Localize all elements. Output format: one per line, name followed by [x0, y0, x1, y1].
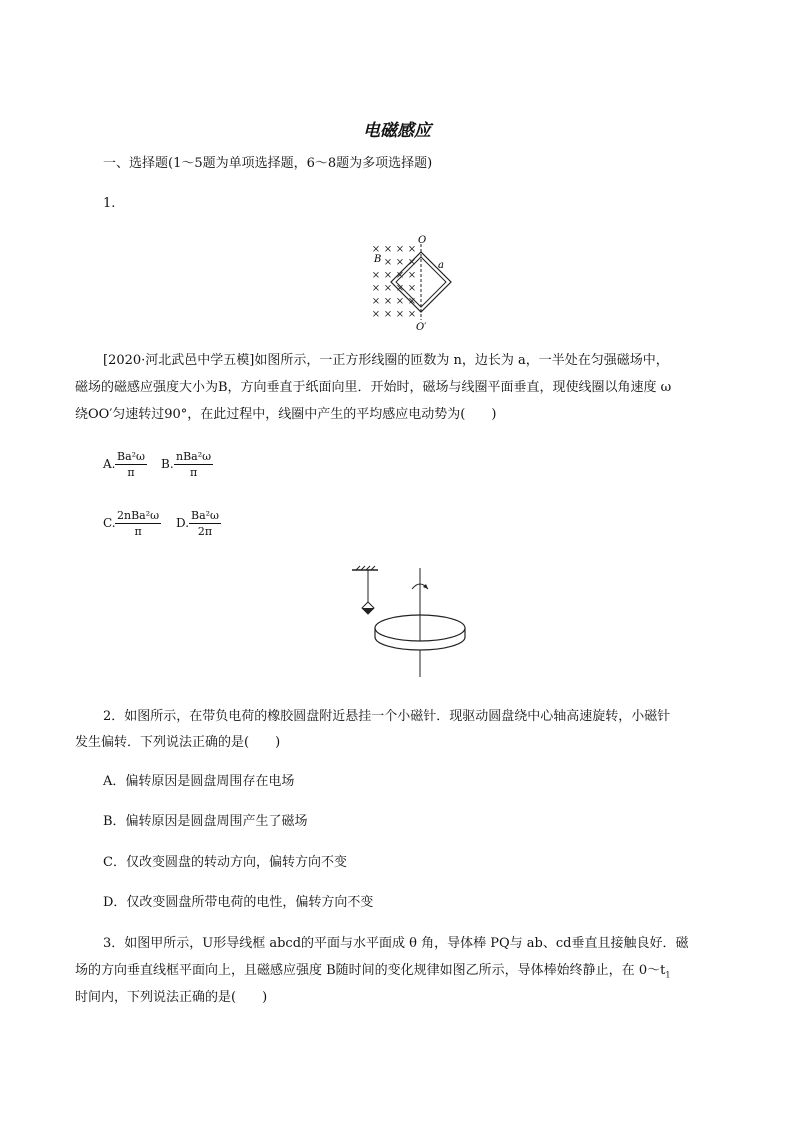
section-heading: 一、选择题(1～5题为单项选择题，6～8题为多项选择题): [103, 156, 433, 171]
q3-stem-line3: 时间内，下列说法正确的是( ): [75, 990, 268, 1005]
svg-text:×: ×: [371, 309, 381, 320]
svg-text:×: ×: [371, 296, 381, 307]
svg-text:×: ×: [407, 296, 417, 307]
svg-text:×: ×: [407, 244, 417, 255]
q1-option-b-num: nBa²ω: [176, 450, 212, 463]
svg-text:×: ×: [407, 309, 417, 320]
q2-option-d: D．仅改变圆盘所带电荷的电性，偏转方向不变: [103, 895, 374, 910]
q2-option-c: C．仅改变圆盘的转动方向，偏转方向不变: [103, 855, 347, 870]
q2-option-b: B．偏转原因是圆盘周围产生了磁场: [103, 814, 308, 829]
q1-number: 1.: [103, 196, 116, 211]
svg-text:×: ×: [383, 244, 393, 255]
svg-text:×: ×: [371, 244, 381, 255]
q2-stem-line2: 发生偏转．下列说法正确的是( ): [75, 735, 281, 750]
svg-text:×: ×: [407, 283, 417, 294]
q1-option-a-label: A.: [103, 457, 116, 471]
svg-text:×: ×: [383, 270, 393, 281]
q1-option-a-num: Ba²ω: [117, 450, 146, 463]
svg-text:×: ×: [371, 283, 381, 294]
q1-figure: [366, 232, 466, 332]
svg-text:×: ×: [383, 296, 393, 307]
q1-option-c-fraction: [115, 509, 161, 538]
svg-text:O: O: [418, 235, 427, 246]
svg-text:×: ×: [371, 270, 381, 281]
q3-t1-subscript: 1: [665, 970, 671, 980]
q1-option-c-label: C.: [103, 516, 116, 530]
q2-figure: [350, 565, 470, 680]
svg-text:×: ×: [383, 283, 393, 294]
svg-text:×: ×: [407, 257, 417, 268]
svg-text:a: a: [438, 260, 444, 271]
square-coil-diagram: [366, 232, 466, 332]
svg-text:×: ×: [407, 270, 417, 281]
q1-option-d-label: D.: [176, 516, 190, 530]
q1-stem-line2: 磁场的磁感应强度大小为B，方向垂直于纸面向里．开始时，磁场与线圈平面垂直，现使线圈以角速度 ω: [75, 380, 672, 395]
q3-stem-line1: 3．如图甲所示，U形导线框 abcd的平面与水平面成 θ 角，导体棒 PQ与 ab、cd垂直且接触良好．磁: [103, 936, 689, 951]
q1-stem-line3: 绕OO′匀速转过90°，在此过程中，线圈中产生的平均感应电动势为( ): [75, 407, 497, 422]
svg-text:O′: O′: [416, 322, 427, 332]
svg-text:×: ×: [395, 309, 405, 320]
q2-stem-line1: 2．如图所示，在带负电荷的橡胶圆盘附近悬挂一个小磁针．现驱动圆盘绕中心轴高速旋转，小磁针: [103, 709, 671, 724]
rotating-disk-diagram: [350, 565, 470, 680]
svg-text:B: B: [374, 254, 382, 265]
q1-option-c-num: 2nBa²ω: [117, 509, 160, 522]
svg-text:×: ×: [395, 244, 405, 255]
svg-text:×: ×: [395, 257, 405, 268]
q1-option-a-den: π: [127, 466, 135, 479]
q1-option-c-den: π: [134, 525, 142, 538]
q1-option-d-num: Ba²ω: [191, 509, 220, 522]
q1-option-a-fraction: [115, 450, 147, 479]
q1-option-b-label: B.: [161, 457, 174, 471]
svg-text:×: ×: [395, 270, 405, 281]
svg-text:×: ×: [395, 283, 405, 294]
svg-text:×: ×: [383, 309, 393, 320]
q1-option-b-den: π: [189, 466, 198, 479]
svg-text:×: ×: [395, 296, 405, 307]
q1-stem-line1: [2020·河北武邑中学五模]如图所示，一正方形线圈的匝数为 n，边长为 a，一半处在匀强磁场中，: [103, 353, 669, 368]
q3-stem-line2: [75, 962, 670, 980]
q3-stem-line2-text: 场的方向垂直线框平面向上，且磁感应强度 B随时间的变化规律如图乙所示，导体棒始终静止，在 0～t: [75, 963, 666, 978]
q2-option-a: A．偏转原因是圆盘周围存在电场: [103, 774, 295, 789]
q1-option-d-fraction: [189, 509, 221, 538]
svg-text:×: ×: [383, 257, 393, 268]
q1-option-d-den: 2π: [197, 525, 213, 538]
q1-option-b-fraction: [174, 450, 213, 479]
page-title: 电磁感应: [363, 121, 431, 141]
magnetic-needle-dark: [362, 608, 374, 614]
